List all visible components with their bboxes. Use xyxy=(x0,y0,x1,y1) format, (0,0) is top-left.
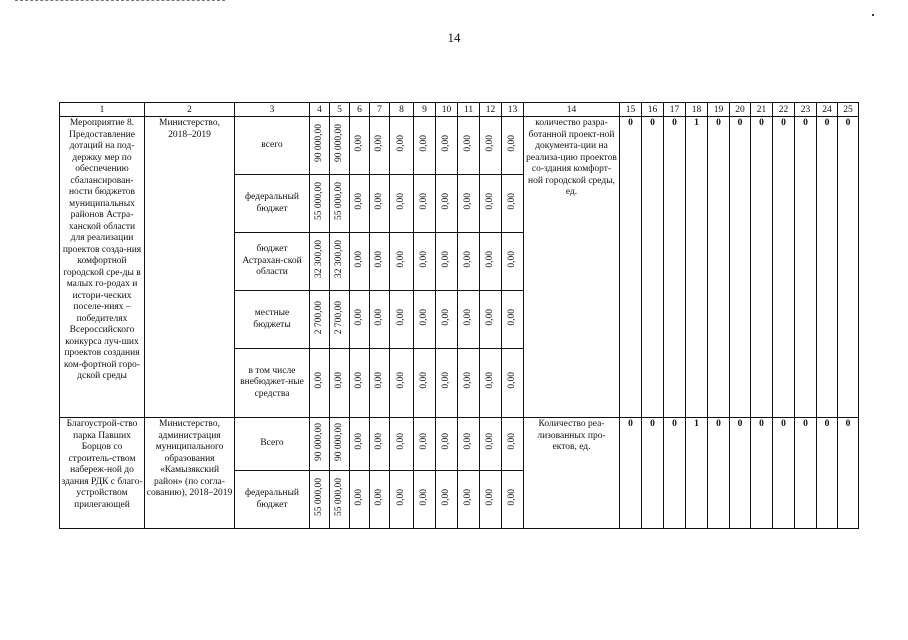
funding-value-cell xyxy=(480,291,502,349)
funding-value: 0,00 xyxy=(463,372,473,390)
funding-value-cell xyxy=(330,233,350,291)
funding-value: 0,00 xyxy=(441,488,451,506)
funding-category: местные бюджеты xyxy=(235,291,310,349)
funding-value-cell xyxy=(350,233,370,291)
funding-value-cell xyxy=(310,291,330,349)
indicator-value: 0 xyxy=(708,418,730,529)
funding-value: 0,00 xyxy=(354,488,364,506)
funding-value-cell xyxy=(310,349,330,418)
funding-value: 0,00 xyxy=(354,192,364,210)
funding-value-cell xyxy=(350,117,370,175)
funding-value: 0,00 xyxy=(507,488,517,506)
funding-value-cell xyxy=(458,291,480,349)
scan-dot xyxy=(872,14,874,16)
column-header-7: 7 xyxy=(370,103,390,117)
funding-value: 55 000,00 xyxy=(314,182,324,221)
column-header-2: 2 xyxy=(145,103,235,117)
funding-value-cell xyxy=(458,233,480,291)
indicator-value: 0 xyxy=(773,117,795,418)
funding-value: 0,00 xyxy=(396,372,406,390)
column-header-19: 19 xyxy=(708,103,730,117)
indicator-value: 1 xyxy=(686,117,708,418)
funding-value: 0,00 xyxy=(485,134,495,152)
funding-value: 0,00 xyxy=(507,250,517,268)
executor-cell: Министерство, 2018–2019 xyxy=(145,117,235,418)
funding-category: федеральный бюджет xyxy=(235,175,310,233)
funding-value: 0,00 xyxy=(463,250,473,268)
funding-value-cell xyxy=(502,233,524,291)
funding-value-cell xyxy=(330,418,350,471)
column-header-15: 15 xyxy=(620,103,642,117)
funding-value: 0,00 xyxy=(396,308,406,326)
funding-value-cell xyxy=(330,471,350,529)
funding-value-cell xyxy=(480,233,502,291)
funding-value: 0,00 xyxy=(396,488,406,506)
funding-value-cell xyxy=(370,471,390,529)
indicator-value: 0 xyxy=(751,117,773,418)
column-header-17: 17 xyxy=(664,103,686,117)
funding-value: 0,00 xyxy=(396,433,406,451)
funding-value: 55 000,00 xyxy=(314,478,324,517)
funding-value-cell xyxy=(502,471,524,529)
funding-value: 2 700,00 xyxy=(314,300,324,334)
column-header-4: 4 xyxy=(310,103,330,117)
funding-value-cell xyxy=(480,418,502,471)
column-header-18: 18 xyxy=(686,103,708,117)
indicator-value: 0 xyxy=(708,117,730,418)
funding-value: 0,00 xyxy=(419,134,429,152)
executor-cell: Министерство, администрация муниципального образования «Камызякский район» (по согла-сованию), 2018–2019 xyxy=(145,418,235,529)
funding-value: 0,00 xyxy=(463,308,473,326)
column-header-21: 21 xyxy=(751,103,773,117)
funding-value: 0,00 xyxy=(507,134,517,152)
header-row xyxy=(60,103,859,117)
funding-value-cell xyxy=(414,349,436,418)
funding-value-cell xyxy=(310,175,330,233)
funding-value-cell xyxy=(458,175,480,233)
funding-value-cell xyxy=(390,291,414,349)
funding-value: 0,00 xyxy=(485,488,495,506)
funding-value: 32 300,00 xyxy=(314,240,324,279)
funding-value-cell xyxy=(414,175,436,233)
funding-value-cell xyxy=(390,117,414,175)
funding-value-cell xyxy=(414,233,436,291)
funding-value: 0,00 xyxy=(441,433,451,451)
funding-value: 0,00 xyxy=(485,250,495,268)
indicator-value: 0 xyxy=(817,117,838,418)
funding-value: 0,00 xyxy=(374,192,384,210)
funding-value-cell xyxy=(458,471,480,529)
funding-value-cell xyxy=(330,117,350,175)
funding-category: бюджет Астрахан-ской области xyxy=(235,233,310,291)
funding-value-cell xyxy=(330,291,350,349)
funding-value-cell xyxy=(480,175,502,233)
indicator-value: 0 xyxy=(620,418,642,529)
funding-category: всего xyxy=(235,117,310,175)
indicator-cell: количество разра-ботанной проект-ной документа-ции на реализа-цию проектов со-здания комфорт-ной городской среды, ед. xyxy=(524,117,620,418)
funding-value: 90 000,00 xyxy=(314,124,324,163)
column-header-1: 1 xyxy=(60,103,145,117)
funding-value: 55 000,00 xyxy=(334,182,344,221)
funding-value: 0,00 xyxy=(441,308,451,326)
indicator-value: 0 xyxy=(730,117,751,418)
indicator-value: 0 xyxy=(730,418,751,529)
funding-value-cell xyxy=(414,418,436,471)
indicator-value: 0 xyxy=(795,117,817,418)
funding-value: 0,00 xyxy=(419,308,429,326)
funding-category: федеральный бюджет xyxy=(235,471,310,529)
funding-value-cell xyxy=(502,349,524,418)
funding-value: 0,00 xyxy=(463,134,473,152)
funding-value: 0,00 xyxy=(507,372,517,390)
funding-value: 55 000,00 xyxy=(334,478,344,517)
table-row xyxy=(60,117,859,175)
measure-cell: Мероприятие 8. Предоставление дотаций на под-держку мер по обеспечению сбалансирован-ности бюджетов муниципальных районов Астра-ханской области для реализации проектов созда-ния комфортной городской сре-ды в малых го-родах и истори-ческих поселе-ниях – победителях Всероссийского конкурса луч-ших проектов создания ком-фортной горо-дской среды xyxy=(60,117,145,418)
funding-value: 0,00 xyxy=(463,488,473,506)
funding-value: 0,00 xyxy=(419,372,429,390)
funding-value-cell xyxy=(330,175,350,233)
funding-value-cell xyxy=(414,291,436,349)
column-header-6: 6 xyxy=(350,103,370,117)
funding-value: 0,00 xyxy=(354,433,364,451)
indicator-value: 0 xyxy=(664,418,686,529)
funding-value-cell xyxy=(390,233,414,291)
funding-value: 0,00 xyxy=(354,372,364,390)
funding-value-cell xyxy=(390,349,414,418)
funding-value: 0,00 xyxy=(314,372,324,390)
funding-value-cell xyxy=(370,418,390,471)
funding-value-cell xyxy=(370,117,390,175)
funding-category: Всего xyxy=(235,418,310,471)
funding-value-cell xyxy=(436,349,458,418)
funding-value: 0,00 xyxy=(374,372,384,390)
funding-value-cell xyxy=(310,233,330,291)
funding-value-cell xyxy=(370,349,390,418)
funding-value-cell xyxy=(502,291,524,349)
funding-value-cell xyxy=(502,117,524,175)
funding-value: 0,00 xyxy=(507,433,517,451)
funding-value: 0,00 xyxy=(485,192,495,210)
table-row xyxy=(60,418,859,471)
indicator-value: 0 xyxy=(817,418,838,529)
funding-value: 0,00 xyxy=(396,134,406,152)
funding-value-cell xyxy=(370,233,390,291)
funding-value: 0,00 xyxy=(419,488,429,506)
funding-value: 0,00 xyxy=(374,308,384,326)
funding-value: 90 000,00 xyxy=(334,422,344,461)
funding-value-cell xyxy=(414,117,436,175)
funding-value: 2 700,00 xyxy=(334,300,344,334)
funding-value: 0,00 xyxy=(334,372,344,390)
funding-value: 0,00 xyxy=(374,250,384,268)
funding-value-cell xyxy=(350,349,370,418)
funding-value: 0,00 xyxy=(485,372,495,390)
funding-value: 0,00 xyxy=(441,250,451,268)
indicator-value: 0 xyxy=(664,117,686,418)
funding-value: 0,00 xyxy=(441,372,451,390)
indicator-value: 0 xyxy=(751,418,773,529)
funding-value-cell xyxy=(436,233,458,291)
funding-value-cell xyxy=(436,418,458,471)
top-edge-line xyxy=(15,0,225,3)
funding-value-cell xyxy=(436,471,458,529)
indicator-value: 0 xyxy=(642,418,664,529)
funding-value-cell xyxy=(390,418,414,471)
indicator-value: 0 xyxy=(773,418,795,529)
funding-value-cell xyxy=(370,291,390,349)
column-header-16: 16 xyxy=(642,103,664,117)
funding-value-cell xyxy=(310,117,330,175)
funding-value: 90 000,00 xyxy=(334,124,344,163)
funding-value: 0,00 xyxy=(396,250,406,268)
funding-value-cell xyxy=(458,418,480,471)
funding-category: в том числе внебюджет-ные средства xyxy=(235,349,310,418)
funding-value: 0,00 xyxy=(507,192,517,210)
funding-value-cell xyxy=(390,175,414,233)
funding-value-cell xyxy=(350,471,370,529)
funding-value-cell xyxy=(350,175,370,233)
funding-value-cell xyxy=(502,175,524,233)
funding-value-cell xyxy=(310,418,330,471)
column-header-5: 5 xyxy=(330,103,350,117)
funding-value: 0,00 xyxy=(354,250,364,268)
funding-value-cell xyxy=(310,471,330,529)
column-header-9: 9 xyxy=(414,103,436,117)
funding-value: 0,00 xyxy=(374,488,384,506)
funding-value: 0,00 xyxy=(485,433,495,451)
column-header-11: 11 xyxy=(458,103,480,117)
funding-value-cell xyxy=(436,117,458,175)
indicator-value: 0 xyxy=(620,117,642,418)
funding-value: 0,00 xyxy=(463,433,473,451)
indicator-value: 0 xyxy=(795,418,817,529)
funding-value-cell xyxy=(414,471,436,529)
column-header-20: 20 xyxy=(730,103,751,117)
funding-value-cell xyxy=(436,291,458,349)
funding-value: 0,00 xyxy=(354,134,364,152)
column-header-14: 14 xyxy=(524,103,620,117)
funding-value: 0,00 xyxy=(374,134,384,152)
column-header-24: 24 xyxy=(817,103,838,117)
program-table xyxy=(59,102,859,529)
column-header-22: 22 xyxy=(773,103,795,117)
funding-value: 0,00 xyxy=(354,308,364,326)
column-header-10: 10 xyxy=(436,103,458,117)
funding-value-cell xyxy=(502,418,524,471)
funding-value: 32 300,00 xyxy=(334,240,344,279)
funding-value: 0,00 xyxy=(463,192,473,210)
funding-value-cell xyxy=(458,349,480,418)
indicator-value: 1 xyxy=(686,418,708,529)
measure-cell: Благоустрой-ство парка Павших Борцов со строитель-ством набереж-ной до здания РДК с благо-устройством прилегающей xyxy=(60,418,145,529)
column-header-3: 3 xyxy=(235,103,310,117)
funding-value-cell xyxy=(480,349,502,418)
funding-value-cell xyxy=(480,471,502,529)
indicator-value: 0 xyxy=(838,117,859,418)
funding-value-cell xyxy=(350,418,370,471)
indicator-cell: Количество реа-лизованных про-ектов, ед. xyxy=(524,418,620,529)
column-header-12: 12 xyxy=(480,103,502,117)
funding-value: 0,00 xyxy=(374,433,384,451)
indicator-value: 0 xyxy=(838,418,859,529)
funding-value: 0,00 xyxy=(419,433,429,451)
indicator-value: 0 xyxy=(642,117,664,418)
funding-value-cell xyxy=(330,349,350,418)
funding-value-cell xyxy=(390,471,414,529)
funding-value-cell xyxy=(350,291,370,349)
funding-value: 0,00 xyxy=(441,134,451,152)
column-header-8: 8 xyxy=(390,103,414,117)
funding-value-cell xyxy=(436,175,458,233)
funding-value: 0,00 xyxy=(485,308,495,326)
page-number: 14 xyxy=(447,30,461,45)
funding-value-cell xyxy=(458,117,480,175)
column-header-25: 25 xyxy=(838,103,859,117)
funding-value-cell xyxy=(480,117,502,175)
funding-value: 90 000,00 xyxy=(314,422,324,461)
column-header-13: 13 xyxy=(502,103,524,117)
funding-value: 0,00 xyxy=(419,250,429,268)
funding-value: 0,00 xyxy=(507,308,517,326)
funding-value: 0,00 xyxy=(396,192,406,210)
funding-value: 0,00 xyxy=(441,192,451,210)
column-header-23: 23 xyxy=(795,103,817,117)
funding-value-cell xyxy=(370,175,390,233)
funding-value: 0,00 xyxy=(419,192,429,210)
